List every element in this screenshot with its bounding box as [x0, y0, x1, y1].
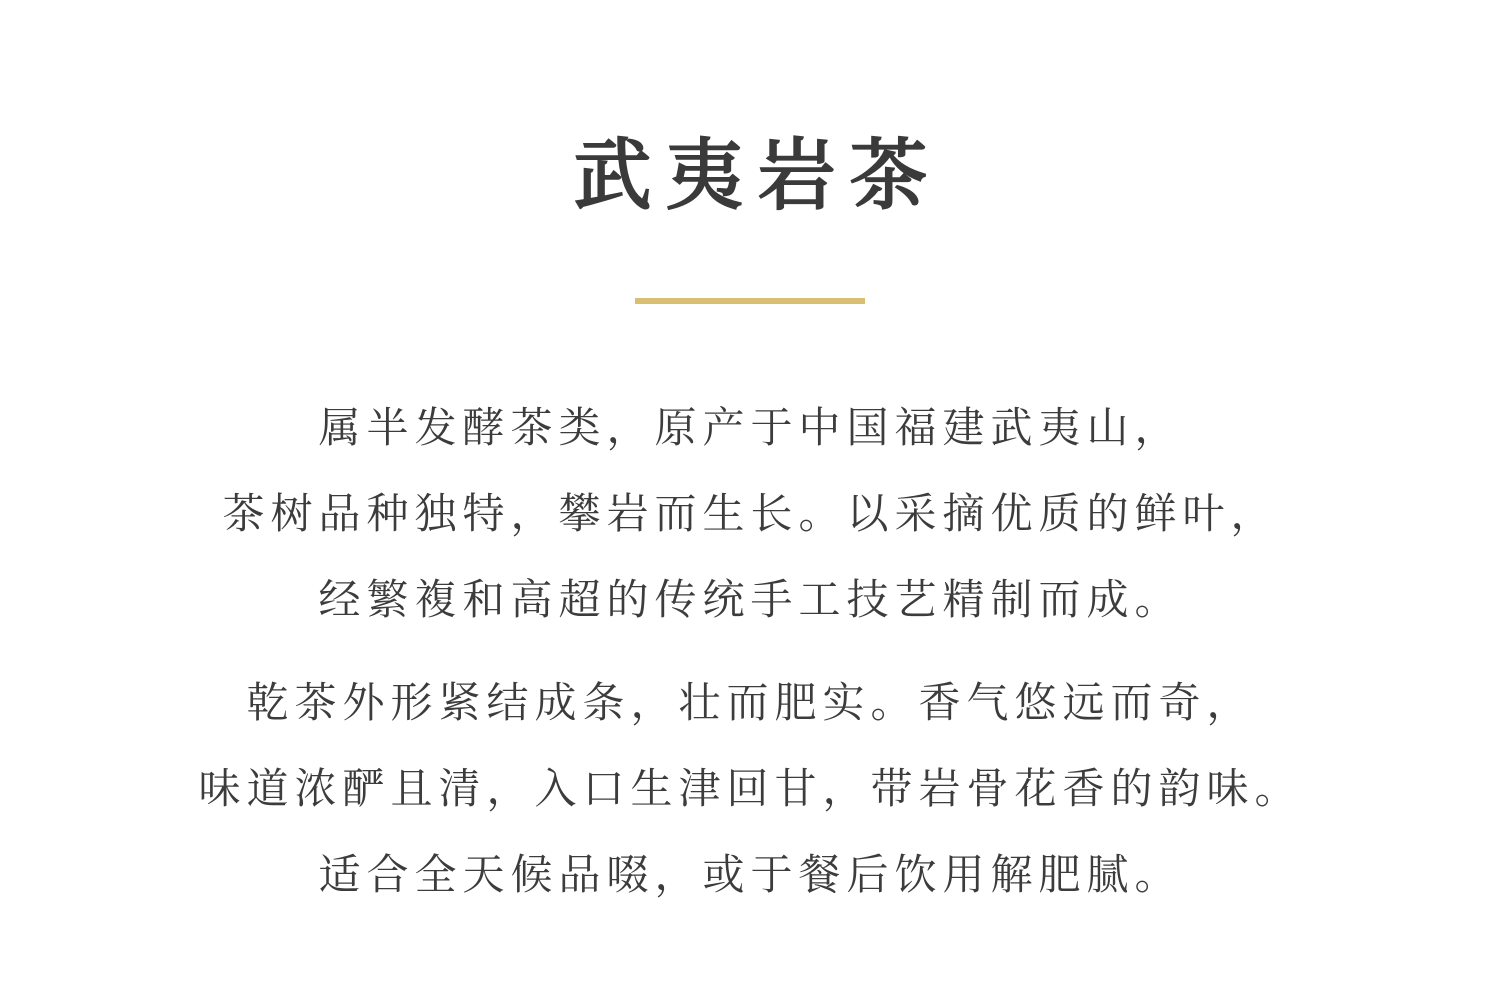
paragraph-origin — [0, 385, 1501, 643]
paragraph-taste — [0, 660, 1501, 918]
text-line: 茶树品种独特，攀岩而生长。以采摘优质的鲜叶， — [222, 489, 1279, 538]
page-title: 武夷岩茶 — [573, 131, 942, 221]
text-line: 属半发酵茶类，原产于中国福建武夷山， — [318, 403, 1183, 452]
text-line: 经繁複和高超的传统手工技艺精制而成。 — [318, 575, 1183, 624]
text-line: 乾茶外形紧结成条，壮而肥实。香气悠远而奇， — [246, 678, 1255, 727]
text-line: 适合全天候品啜，或于餐后饮用解肥腻。 — [318, 850, 1183, 899]
title-divider — [635, 298, 865, 304]
text-line: 味道浓酽且清，入口生津回甘，带岩骨花香的韵味。 — [198, 764, 1303, 813]
